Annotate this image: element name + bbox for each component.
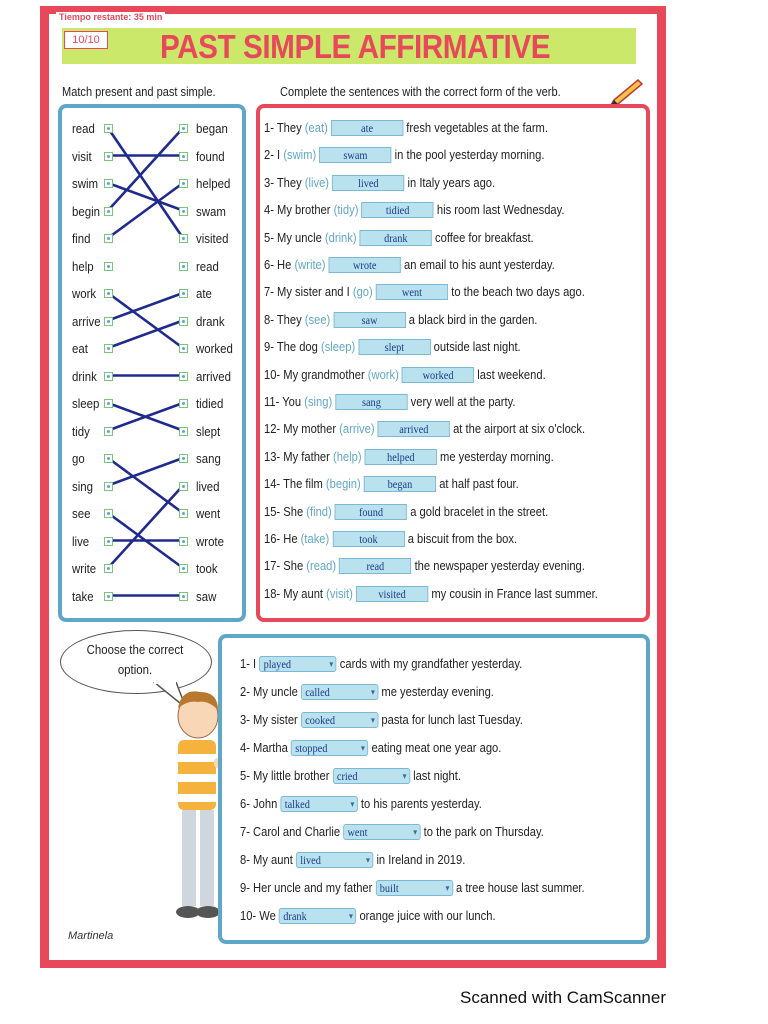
present-anchor[interactable] (104, 399, 113, 408)
past-anchor[interactable] (179, 372, 188, 381)
answer-field[interactable]: saw (333, 312, 405, 328)
sentence-rest: a gold bracelet in the street. (410, 503, 549, 519)
complete-sentence (264, 284, 585, 300)
answer-field[interactable]: found (335, 504, 407, 520)
author-credit: Martinela (68, 930, 114, 942)
present-word: live (72, 533, 90, 549)
sentence-subject: 10- My grandmother (264, 366, 368, 382)
answer-field[interactable]: sang (335, 394, 407, 410)
chevron-down-icon: ▾ (349, 911, 353, 921)
past-word: wrote (196, 533, 224, 549)
sentence-subject: 11- You (264, 394, 305, 409)
present-anchor[interactable] (104, 537, 113, 546)
sentence-rest: his room last Wednesday. (436, 202, 565, 218)
verb-hint: (read) (306, 558, 337, 574)
sentence-rest: to his parents yesterday. (360, 796, 482, 811)
match-line (108, 293, 183, 321)
present-anchor[interactable] (104, 207, 113, 216)
sentence-subject: 14- The film (264, 476, 326, 492)
answer-field[interactable]: drank (360, 230, 432, 246)
answer-field[interactable]: swam (319, 147, 391, 163)
answer-dropdown[interactable] (291, 740, 368, 756)
complete-sentence (264, 531, 517, 547)
answer-field[interactable]: lived (332, 175, 404, 191)
match-line (108, 128, 183, 238)
match-line (108, 183, 183, 238)
answer-field[interactable]: tidied (362, 202, 434, 218)
choose-sentence (240, 656, 522, 672)
sentence-rest: to the park on Thursday. (423, 824, 544, 839)
past-word: swam (196, 203, 226, 219)
sentence-subject: 9- The dog (264, 339, 321, 355)
sentence-rest: orange juice with our lunch. (359, 908, 496, 923)
sentence-rest: last weekend. (477, 366, 546, 382)
present-word: write (72, 561, 97, 576)
verb-hint: (tidy) (333, 202, 359, 218)
answer-dropdown[interactable] (296, 852, 373, 868)
page-title: PAST SIMPLE AFFIRMATIVE (160, 28, 551, 65)
sentence-rest: my cousin in France last summer. (431, 585, 598, 601)
answer-dropdown[interactable] (375, 880, 452, 896)
sentence-rest: an email to his aunt yesterday. (403, 257, 555, 272)
past-word: sang (196, 451, 221, 466)
complete-sentence (264, 312, 537, 328)
sentence-rest: a biscuit from the box. (407, 531, 518, 546)
present-anchor[interactable] (104, 509, 113, 518)
answer-field[interactable]: went (376, 284, 448, 300)
past-anchor[interactable] (179, 482, 188, 491)
verb-hint: (swim) (283, 147, 317, 163)
past-word: took (196, 561, 218, 576)
answer-field[interactable]: slept (358, 339, 430, 355)
present-word: take (72, 588, 94, 604)
past-word: tidied (196, 396, 224, 411)
sentence-subject: 3- My sister (240, 712, 301, 727)
sentence-subject: 7- My sister and I (264, 284, 353, 300)
chevron-down-icon: ▾ (445, 883, 450, 893)
match-line (108, 486, 183, 569)
present-word: sing (72, 478, 93, 494)
dropdown-value: called (305, 685, 330, 699)
match-line (108, 458, 183, 513)
chevron-down-icon: ▾ (402, 771, 407, 781)
answer-dropdown[interactable] (259, 656, 336, 672)
answer-field[interactable]: helped (365, 449, 437, 465)
match-line (108, 293, 183, 348)
choose-sentence (240, 880, 585, 896)
past-word: found (196, 148, 225, 164)
past-anchor[interactable] (179, 592, 188, 601)
verb-hint: (sing) (304, 394, 333, 409)
sentence-subject: 4- Martha (240, 740, 291, 755)
dropdown-value: played (263, 657, 292, 671)
sentence-subject: 7- Carol and Charlie (240, 824, 344, 839)
sentence-rest: coffee for breakfast. (435, 229, 534, 245)
past-word: drank (196, 313, 225, 329)
match-line (108, 321, 183, 349)
sentence-subject: 3- They (264, 174, 305, 190)
past-word: arrived (196, 368, 231, 384)
answer-dropdown[interactable] (301, 712, 378, 728)
past-anchor[interactable] (179, 509, 188, 518)
dropdown-value: stopped (295, 741, 328, 755)
sentence-subject: 5- My little brother (240, 768, 333, 783)
sentence-rest: eating meat one year ago. (371, 740, 502, 755)
past-word: slept (196, 423, 221, 439)
complete-sentence (264, 175, 495, 191)
present-anchor[interactable] (104, 372, 113, 381)
present-word: work (72, 286, 97, 301)
present-word: visit (72, 148, 92, 164)
dropdown-value: built (379, 881, 399, 895)
past-word: saw (196, 588, 217, 604)
past-anchor[interactable] (179, 537, 188, 546)
verb-hint: (eat) (304, 120, 328, 135)
past-anchor[interactable] (179, 454, 188, 463)
past-word: worked (196, 341, 233, 356)
choose-sentence (240, 824, 544, 840)
past-anchor[interactable] (179, 564, 188, 573)
answer-dropdown[interactable] (333, 768, 410, 784)
verb-hint: (sleep) (320, 339, 356, 355)
sentence-subject: 13- My father (264, 448, 333, 464)
past-anchor[interactable] (179, 207, 188, 216)
dropdown-value: talked (284, 797, 310, 811)
sentence-subject: 16- He (264, 531, 301, 546)
sentence-subject: 1- I (240, 656, 260, 671)
sentence-subject: 6- He (264, 257, 295, 272)
choose-sentence (240, 712, 523, 728)
sentence-rest: in the pool yesterday morning. (394, 147, 545, 163)
present-anchor[interactable] (104, 262, 113, 271)
complete-sentence (264, 449, 554, 465)
past-anchor[interactable] (179, 152, 188, 161)
past-anchor[interactable] (179, 399, 188, 408)
dropdown-value: went (347, 825, 368, 839)
chevron-down-icon: ▾ (370, 687, 375, 697)
present-anchor[interactable] (104, 234, 113, 243)
chevron-down-icon: ▾ (370, 715, 375, 725)
verb-hint: (arrive) (339, 421, 375, 437)
match-line (108, 458, 183, 486)
choose-sentence (240, 852, 465, 868)
sentence-subject: 12- My mother (264, 421, 340, 437)
present-anchor[interactable] (104, 482, 113, 491)
present-anchor[interactable] (104, 179, 113, 188)
present-word: help (72, 258, 94, 274)
complete-sentence (264, 202, 565, 218)
past-word: went (196, 506, 221, 521)
sentence-rest: cards with my grandfather yesterday. (339, 656, 523, 671)
dropdown-value: cried (336, 769, 358, 783)
answer-dropdown[interactable] (279, 908, 356, 924)
sentence-subject: 8- They (264, 311, 305, 327)
sentence-rest: at half past four. (439, 476, 519, 492)
present-word: find (72, 231, 91, 246)
sentence-rest: pasta for lunch last Tuesday. (381, 712, 523, 727)
past-word: ate (196, 286, 212, 301)
choose-sentence (240, 908, 496, 924)
complete-sentence (264, 586, 598, 602)
dropdown-value: drank (283, 909, 307, 923)
sentence-subject: 2- I (264, 147, 284, 163)
present-anchor[interactable] (104, 592, 113, 601)
verb-hint: (begin) (325, 476, 361, 492)
choose-sentence (240, 740, 501, 756)
verb-hint: (see) (304, 311, 331, 327)
verb-hint: (write) (294, 257, 326, 272)
present-word: drink (72, 368, 97, 384)
sentence-rest: me yesterday morning. (440, 448, 554, 464)
present-word: swim (72, 176, 99, 191)
answer-field[interactable]: worked (402, 367, 474, 383)
verb-hint: (drink) (324, 229, 357, 245)
choose-sentence (240, 796, 482, 812)
sentence-rest: last night. (413, 768, 461, 783)
complete-instruction: Complete the sentences with the correct form of the verb. (280, 84, 561, 99)
sentence-rest: me yesterday evening. (381, 684, 494, 699)
sentence-subject: 15- She (264, 503, 307, 519)
dropdown-value: cooked (305, 713, 335, 727)
sentence-rest: to the beach two days ago. (451, 284, 585, 300)
present-anchor[interactable] (104, 454, 113, 463)
scanner-watermark: Scanned with CamScanner (460, 988, 667, 1007)
verb-hint: (visit) (326, 585, 353, 601)
sentence-rest: fresh vegetables at the farm. (406, 120, 548, 135)
complete-sentence (264, 147, 544, 163)
past-word: visited (196, 231, 229, 246)
answer-field[interactable]: began (364, 476, 436, 492)
past-anchor[interactable] (179, 427, 188, 436)
complete-sentence (264, 421, 585, 437)
complete-sentence (264, 120, 548, 136)
complete-sentence (264, 230, 534, 246)
past-anchor[interactable] (179, 262, 188, 271)
present-word: eat (72, 341, 88, 356)
past-anchor[interactable] (179, 344, 188, 353)
present-word: begin (72, 203, 100, 219)
answer-field[interactable]: took (332, 531, 404, 547)
sentence-rest: in Italy years ago. (407, 174, 496, 190)
sentence-subject: 2- My uncle (240, 684, 301, 699)
past-anchor[interactable] (179, 234, 188, 243)
sentence-rest: at the airport at six o'clock. (453, 421, 586, 437)
verb-hint: (live) (304, 174, 330, 190)
complete-sentence (264, 339, 521, 355)
sentence-subject: 10- We (240, 908, 279, 923)
answer-field[interactable]: wrote (329, 257, 401, 273)
answer-field[interactable]: visited (356, 586, 428, 602)
past-word: lived (196, 478, 220, 494)
sentence-rest: a black bird in the garden. (408, 311, 538, 327)
complete-sentence (264, 504, 548, 520)
chevron-down-icon: ▾ (329, 659, 334, 669)
answer-field[interactable]: ate (331, 120, 403, 136)
past-word: read (196, 258, 219, 274)
present-word: sleep (72, 396, 100, 411)
present-anchor[interactable] (104, 344, 113, 353)
verb-hint: (help) (332, 448, 362, 464)
chevron-down-icon: ▾ (365, 855, 370, 865)
present-anchor[interactable] (104, 124, 113, 133)
past-anchor[interactable] (179, 124, 188, 133)
chevron-down-icon: ▾ (350, 799, 355, 809)
past-word: began (196, 121, 228, 136)
present-word: tidy (72, 423, 90, 439)
answer-dropdown[interactable] (280, 796, 357, 812)
complete-sentence (264, 558, 585, 574)
verb-hint: (take) (300, 531, 330, 546)
timer-label: Tiempo restante: 35 min (56, 12, 165, 22)
answer-field[interactable]: arrived (378, 421, 450, 437)
complete-sentence (264, 476, 519, 492)
present-anchor[interactable] (104, 289, 113, 298)
dropdown-value: lived (300, 853, 321, 867)
sentence-subject: 17- She (264, 558, 307, 574)
present-anchor[interactable] (104, 317, 113, 326)
chevron-down-icon: ▾ (361, 743, 365, 753)
verb-hint: (go) (352, 284, 373, 300)
sentence-rest: the newspaper yesterday evening. (414, 558, 585, 574)
sentence-subject: 9- Her uncle and my father (240, 880, 376, 895)
sentence-subject: 1- They (264, 120, 305, 135)
choose-sentence (240, 684, 494, 700)
past-word: helped (196, 176, 231, 191)
complete-sentence (264, 367, 546, 383)
past-anchor[interactable] (179, 289, 188, 298)
score-badge: 10/10 (64, 31, 108, 49)
bubble-text: Choose the correct option. (86, 642, 184, 677)
sentence-rest: outside last night. (433, 339, 521, 355)
present-word: see (72, 506, 91, 521)
sentence-subject: 18- My aunt (264, 585, 327, 601)
verb-hint: (find) (306, 503, 332, 519)
answer-dropdown[interactable] (343, 824, 420, 840)
sentence-subject: 4- My brother (264, 202, 334, 218)
chevron-down-icon: ▾ (413, 827, 418, 837)
choose-sentence (240, 768, 461, 784)
answer-dropdown[interactable] (301, 684, 378, 700)
present-word: go (72, 451, 85, 466)
past-anchor[interactable] (179, 317, 188, 326)
sentence-subject: 6- John (240, 796, 281, 811)
sentence-rest: a tree house last summer. (455, 880, 585, 895)
complete-sentence (264, 394, 515, 410)
complete-sentence (264, 257, 555, 273)
match-instruction: Match present and past simple. (62, 84, 216, 99)
present-anchor[interactable] (104, 564, 113, 573)
present-anchor[interactable] (104, 152, 113, 161)
present-word: read (72, 121, 95, 136)
sentence-rest: very well at the party. (410, 394, 516, 409)
past-anchor[interactable] (179, 179, 188, 188)
verb-hint: (work) (367, 366, 399, 382)
choose-panel (218, 634, 650, 944)
present-word: arrive (72, 313, 101, 329)
answer-field[interactable]: read (339, 558, 411, 574)
sentence-subject: 8- My aunt (240, 852, 296, 867)
sentence-subject: 5- My uncle (264, 229, 325, 245)
sentence-rest: in Ireland in 2019. (376, 852, 466, 867)
present-anchor[interactable] (104, 427, 113, 436)
